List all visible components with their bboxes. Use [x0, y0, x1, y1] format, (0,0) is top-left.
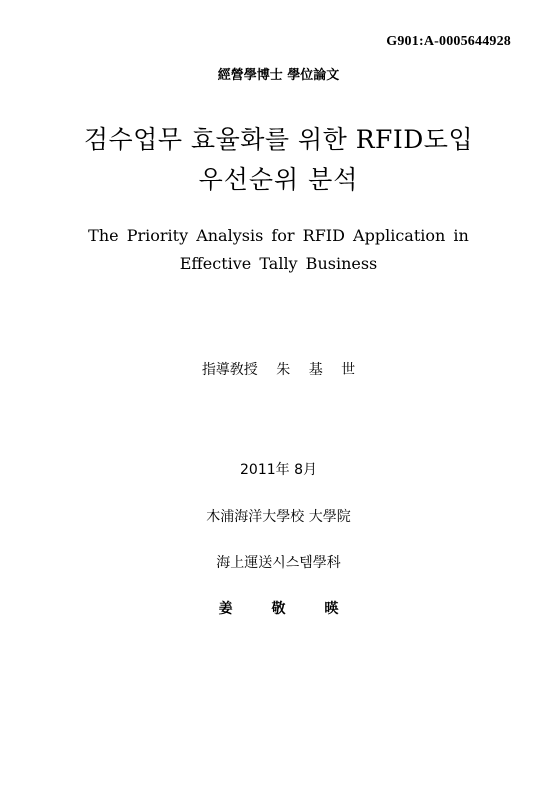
title-english-line-1: The Priority Analysis for RFID Application in: [88, 226, 469, 245]
advisor: 指導敎授 朱 基 世: [201, 362, 356, 378]
document-id: G901:A-0005644928: [386, 34, 511, 49]
degree-label: 經營學博士 學位論文: [217, 68, 340, 83]
author-name: 姜 敬 暎: [218, 601, 339, 617]
title-korean-line-2: 우선순위 분석: [198, 165, 359, 194]
submission-date: 2011年 8月: [240, 462, 317, 478]
university: 木浦海洋大學校 大學院: [206, 509, 351, 525]
title-english-line-2: Effective Tally Business: [179, 254, 378, 273]
title-korean-line-1: 검수업무 효율화를 위한 RFID도입: [83, 125, 474, 154]
department: 海上運送시스템學科: [216, 555, 341, 571]
